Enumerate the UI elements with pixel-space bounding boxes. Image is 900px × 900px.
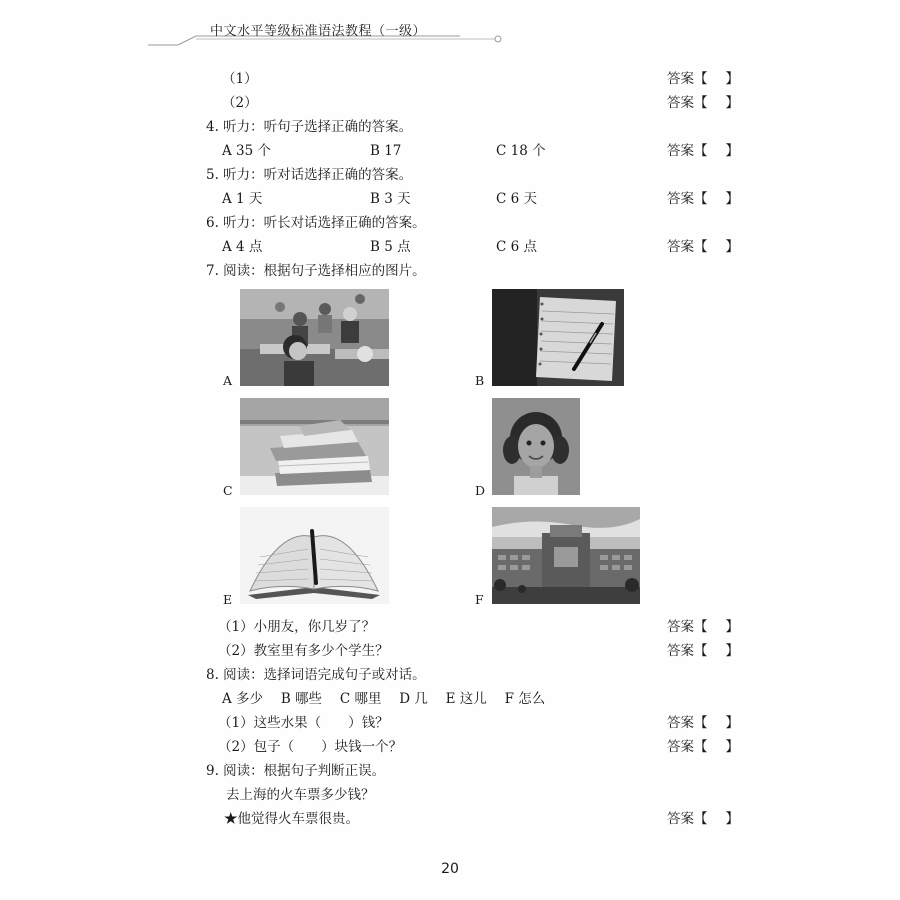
- q8-sentence-2: （2）包子（ ）块钱一个？: [218, 739, 403, 755]
- q6-option-a: A 4 点: [222, 239, 263, 255]
- q7-sentence-1: （1）小朋友，你几岁了？: [218, 619, 376, 635]
- answer-slot: 答案【 】: [667, 191, 739, 207]
- q4-option-c: C 18 个: [496, 143, 546, 159]
- answer-slot: 答案【 】: [667, 95, 739, 111]
- q8-word-options: A 多少 B 哪些 C 哪里 D 几 E 这儿 F 怎么: [222, 691, 546, 707]
- question-5: 5. 听力：听对话选择正确的答案。: [206, 167, 413, 183]
- page-number: 20: [441, 861, 459, 877]
- question-9: 9. 阅读：根据句子判断正误。: [206, 763, 386, 779]
- q6-option-c: C 6 点: [496, 239, 538, 255]
- q4-option-b: B 17: [370, 143, 402, 159]
- question-4: 4. 听力：听句子选择正确的答案。: [206, 119, 413, 135]
- answer-slot: 答案【 】: [667, 619, 739, 635]
- q9-statement: ★他觉得火车票很贵。: [224, 811, 359, 827]
- book-stack-photo: [240, 398, 389, 495]
- q9-sentence: 去上海的火车票多少钱？: [226, 787, 375, 803]
- q5-option-b: B 3 天: [370, 191, 411, 207]
- answer-slot: 答案【 】: [667, 71, 739, 87]
- figure-label-c: C: [223, 483, 233, 498]
- item-1-label: （1）: [222, 71, 258, 87]
- answer-slot: 答案【 】: [667, 739, 739, 755]
- girl-portrait-photo: [492, 398, 580, 495]
- figure-label-f: F: [475, 592, 484, 607]
- figure-label-b: B: [475, 373, 485, 388]
- q4-option-a: A 35 个: [222, 143, 272, 159]
- open-dictionary-photo: [240, 507, 389, 604]
- answer-slot: 答案【 】: [667, 643, 739, 659]
- figure-label-e: E: [223, 592, 233, 607]
- campus-building-photo: [492, 507, 640, 604]
- answer-slot: 答案【 】: [667, 715, 739, 731]
- q7-sentence-2: （2）教室里有多少个学生？: [218, 643, 389, 659]
- q6-option-b: B 5 点: [370, 239, 411, 255]
- q5-option-c: C 6 天: [496, 191, 538, 207]
- answer-slot: 答案【 】: [667, 239, 739, 255]
- q5-option-a: A 1 天: [222, 191, 263, 207]
- running-header: [0, 20, 900, 50]
- question-8: 8. 阅读：选择词语完成句子或对话。: [206, 667, 426, 683]
- header-title: 中文水平等级标准语法教程（一级）: [210, 24, 427, 39]
- question-7: 7. 阅读：根据句子选择相应的图片。: [206, 263, 426, 279]
- question-6: 6. 听力：听长对话选择正确的答案。: [206, 215, 426, 231]
- notebook-pen-photo: [492, 289, 624, 386]
- answer-slot: 答案【 】: [667, 143, 739, 159]
- figure-label-a: A: [223, 373, 233, 388]
- classroom-photo: [240, 289, 389, 386]
- figure-label-d: D: [475, 483, 486, 498]
- answer-slot: 答案【 】: [667, 811, 739, 827]
- q8-sentence-1: （1）这些水果（ ）钱？: [218, 715, 389, 731]
- header-rule-ornament: [0, 20, 900, 50]
- item-2-label: （2）: [222, 95, 258, 111]
